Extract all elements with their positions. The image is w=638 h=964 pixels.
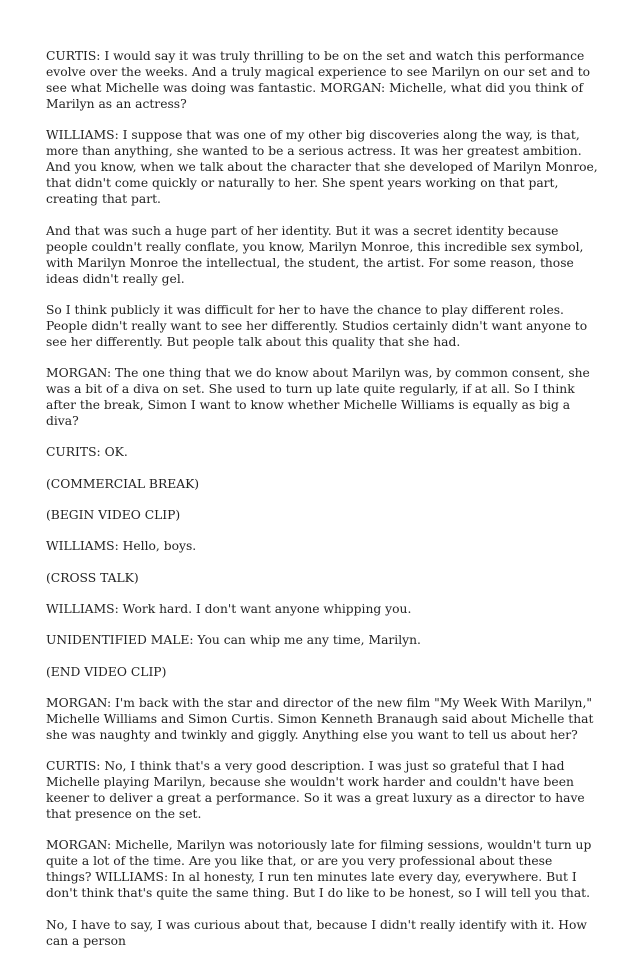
paragraph-2: WILLIAMS: I suppose that was one of my other big discoveries along the way, is that, more than anything, she wanted to be a serious actress. It was her greatest ambition. And you know, when we talk about the character that she developed of Marilyn Monroe, that didn't come quickly or naturally to her. She spent years working on that part, creating that part. xyxy=(46,128,598,207)
paragraph-17: No, I have to say, I was curious about that, because I didn't really identify with it. How can a person xyxy=(46,917,587,948)
paragraph-12: UNIDENTIFIED MALE: You can whip me any time, Marilyn. xyxy=(46,633,421,648)
paragraph-8: (BEGIN VIDEO CLIP) xyxy=(46,508,181,523)
paragraph-6: CURITS: OK. xyxy=(46,445,128,460)
paragraph-5: MORGAN: The one thing that we do know about Marilyn was, by common consent, she was a bit of a diva on set. She used to turn up late quite regularly, if at all. So I think after the break, Simon I want to know whether Michelle Williams is equally as big a diva? xyxy=(46,366,590,429)
paragraph-11: WILLIAMS: Work hard. I don't want anyone whipping you. xyxy=(46,601,412,616)
paragraph-1: CURTIS: I would say it was truly thrilling to be on the set and watch this performance evolve over the weeks. And a truly magical experience to see Marilyn on our set and to see what Michelle was doing was fantastic. MORGAN: Michelle, what did you think of Marilyn as an actress? xyxy=(46,49,591,111)
transcript-page xyxy=(46,48,598,964)
paragraph-10: (CROSS TALK) xyxy=(46,570,139,585)
paragraph-14: MORGAN: I'm back with the star and director of the new film "My Week With Marilyn," Michelle Williams and Simon Curtis. Simon Kenneth Branaugh said about Michelle that she was naughty and twinkly and giggly. Anything else you want to tell us about her? xyxy=(46,695,594,742)
paragraph-4: So I think publicly it was difficult for her to have the chance to play different roles. People didn't really want to see her differently. Studios certainly didn't want anyone to see her differently. But people talk about this quality that she had. xyxy=(46,302,588,349)
paragraph-16: MORGAN: Michelle, Marilyn was notoriously late for filming sessions, wouldn't turn up quite a lot of the time. Are you like that, or are you very professional about these things? WILLIAMS: In al honesty, I run ten minutes late every day, everywhere. But I don't think that's quite the same thing. But I do like to be honest, so I will tell you that. xyxy=(46,838,592,901)
paragraph-15: CURTIS: No, I think that's a very good description. I was just so grateful that I had Michelle playing Marilyn, because she wouldn't work harder and couldn't have been keener to deliver a great a performance. So it was a great luxury as a director to have that presence on the set. xyxy=(46,759,585,822)
paragraph-3: And that was such a huge part of her identity. But it was a secret identity because people couldn't really conflate, you know, Marilyn Monroe, this incredible sex symbol, with Marilyn Monroe the intellectual, the student, the artist. For some reason, those ideas didn't really gel. xyxy=(46,223,584,286)
paragraph-13: (END VIDEO CLIP) xyxy=(46,664,167,679)
paragraph-9: WILLIAMS: Hello, boys. xyxy=(46,539,197,554)
paragraph-7: (COMMERCIAL BREAK) xyxy=(46,476,200,491)
